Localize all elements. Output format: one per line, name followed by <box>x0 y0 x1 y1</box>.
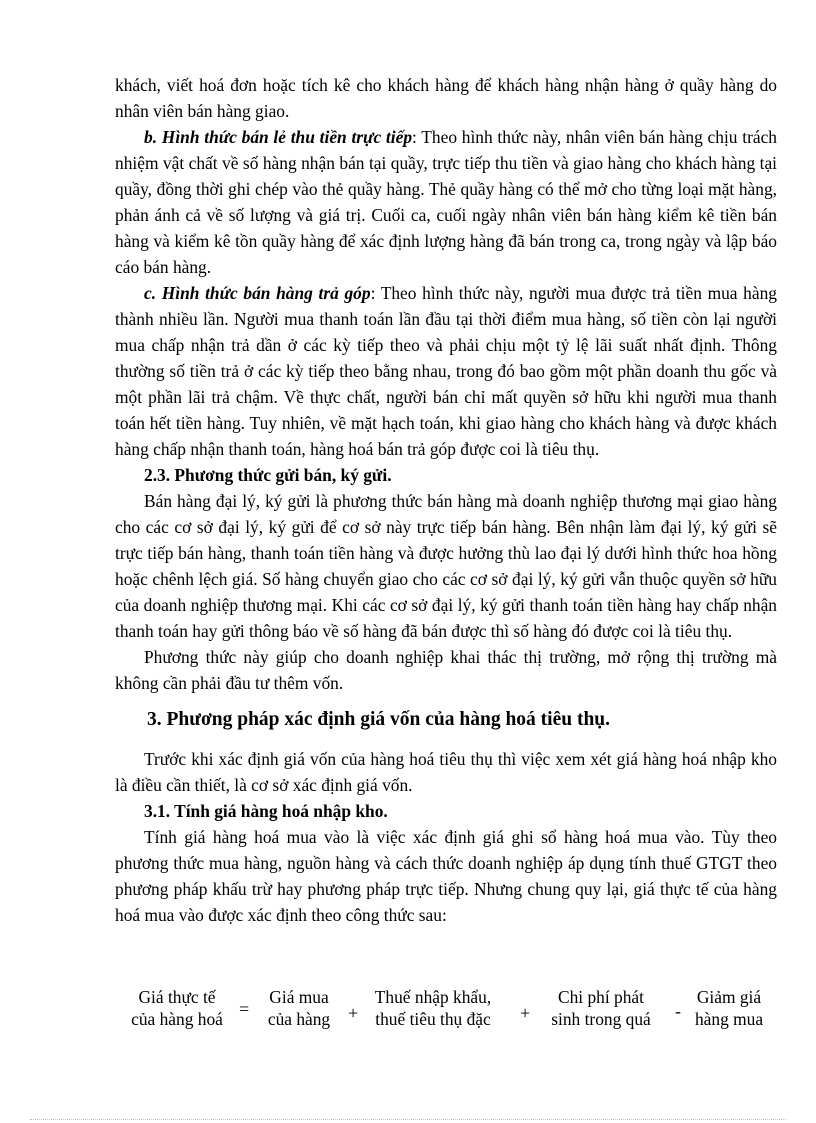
formula-equals: = <box>239 999 250 1019</box>
formula-term-incurred-costs <box>535 986 667 1030</box>
paragraph-retail-direct-collection <box>115 124 777 280</box>
paragraph-consignment-benefit: Phương thức này giúp cho doanh nghiệp khai thác thị trường, mở rộng thị trường mà không cần phải đầu tư thêm vốn. <box>115 647 777 693</box>
formula-term-purchase-price-line2: của hàng <box>267 1009 331 1029</box>
page-bottom-divider <box>30 1119 786 1120</box>
formula-minus: - <box>675 1001 681 1021</box>
formula-term-taxes <box>359 986 507 1030</box>
paragraph-body-b: : Theo hình thức này, nhân viên bán hàng chịu trách nhiệm vật chất về số hàng nhận bán tại quầy, trực tiếp thu tiền và giao hàng cho khách hàng tại quầy, đồng thời ghi chép vào thẻ quầy hàng. Thẻ quầy hàng có thể mở cho từng loại mặt hàng, phản ánh cả về số lượng và giá trị. Cuối ca, cuối ngày nhân viên bán hàng kiểm kê tiền bán hàng và kiểm kê tồn quầy hàng để xác định lượng hàng đã bán trong ca, trong ngày và lập báo cáo bán hàng. <box>115 127 777 277</box>
paragraph-installment-sales <box>115 280 777 462</box>
paragraph-continuation: khách, viết hoá đơn hoặc tích kê cho khách hàng để khách hàng nhận hàng ở quầy hàng do nhân viên bán hàng giao. <box>115 75 777 121</box>
paragraph-lead-b: b. Hình thức bán lẻ thu tiền trực tiếp <box>144 127 413 147</box>
document-body <box>115 72 777 928</box>
heading-3-1: 3.1. Tính giá hàng hoá nhập kho. <box>144 801 388 821</box>
cost-formula <box>115 986 777 1036</box>
formula-term-taxes-line1: Thuế nhập khẩu, <box>374 987 492 1007</box>
formula-term-purchase-price <box>253 986 345 1030</box>
paragraph-purchase-pricing: Tính giá hàng hoá mua vào là việc xác định giá ghi sổ hàng hoá mua vào. Tùy theo phương thức mua hàng, nguồn hàng và cách thức doanh nghiệp áp dụng tính thuế GTGT theo phương pháp khấu trừ hay phương pháp trực tiếp. Nhưng chung quy lại, giá thực tế của hàng hoá mua vào được xác định theo công thức sau: <box>115 827 777 925</box>
formula-term-purchase-discount-line2: hàng mua <box>694 1009 764 1029</box>
paragraph-body-c: : Theo hình thức này, người mua được trả tiền mua hàng thành nhiều lần. Người mua thanh toán lần đầu tại thời điểm mua hàng, số tiền còn lại người mua chấp nhận trả dần ở các kỳ tiếp theo và phải chịu một tỷ lệ lãi suất nhất định. Thông thường số tiền trả ở các kỳ tiếp theo bằng nhau, trong đó bao gồm một phần doanh thu gốc và một phần lãi trả chậm. Về thực chất, người bán chỉ mất quyền sở hữu khi người mua thanh toán hết tiền hàng. Tuy nhiên, về mặt hạch toán, khi giao hàng cho khách hàng và được khách hàng chấp nhận thanh toán, hàng hoá bán trả góp được coi là tiêu thụ. <box>115 283 777 459</box>
formula-plus-1: + <box>348 1003 359 1023</box>
paragraph-lead-c: c. Hình thức bán hàng trả góp <box>144 283 371 303</box>
formula-term-purchase-discount-line1: Giảm giá <box>696 987 762 1007</box>
formula-term-taxes-line2: thuế tiêu thụ đặc <box>375 1009 491 1029</box>
formula-term-purchase-price-line1: Giá mua <box>269 987 329 1007</box>
heading-2-3: 2.3. Phương thức gửi bán, ký gửi. <box>144 465 392 485</box>
paragraph-cost-intro: Trước khi xác định giá vốn của hàng hoá tiêu thụ thì việc xem xét giá hàng hoá nhập kho là điều cần thiết, là cơ sở xác định giá vốn. <box>115 749 777 795</box>
formula-term-actual-price-line2: của hàng hoá <box>131 1009 223 1029</box>
heading-3: 3. Phương pháp xác định giá vốn của hàng hoá tiêu thụ. <box>147 709 611 730</box>
formula-term-incurred-costs-line1: Chi phí phát <box>558 987 644 1007</box>
formula-term-actual-price <box>115 986 239 1030</box>
formula-term-incurred-costs-line2: sinh trong quá <box>551 1009 651 1029</box>
formula-term-actual-price-line1: Giá thực tế <box>138 987 216 1007</box>
formula-plus-2: + <box>520 1003 531 1023</box>
formula-term-purchase-discount <box>685 986 773 1030</box>
paragraph-consignment: Bán hàng đại lý, ký gửi là phương thức bán hàng mà doanh nghiệp thương mại giao hàng cho các cơ sở đại lý, ký gửi để cơ sở này trực tiếp bán hàng. Bên nhận làm đại lý, ký gửi sẽ trực tiếp bán hàng, thanh toán tiền hàng và được hưởng thù lao đại lý dưới hình thức hoa hồng hoặc chênh lệch giá. Số hàng chuyển giao cho các cơ sở đại lý, ký gửi vẫn thuộc quyền sở hữu của doanh nghiệp thương mại. Khi các cơ sở đại lý, ký gửi thanh toán tiền hàng hay chấp nhận thanh toán hay gửi thông báo về số hàng đã bán được thì số hàng đó được coi là tiêu thụ. <box>115 491 777 641</box>
